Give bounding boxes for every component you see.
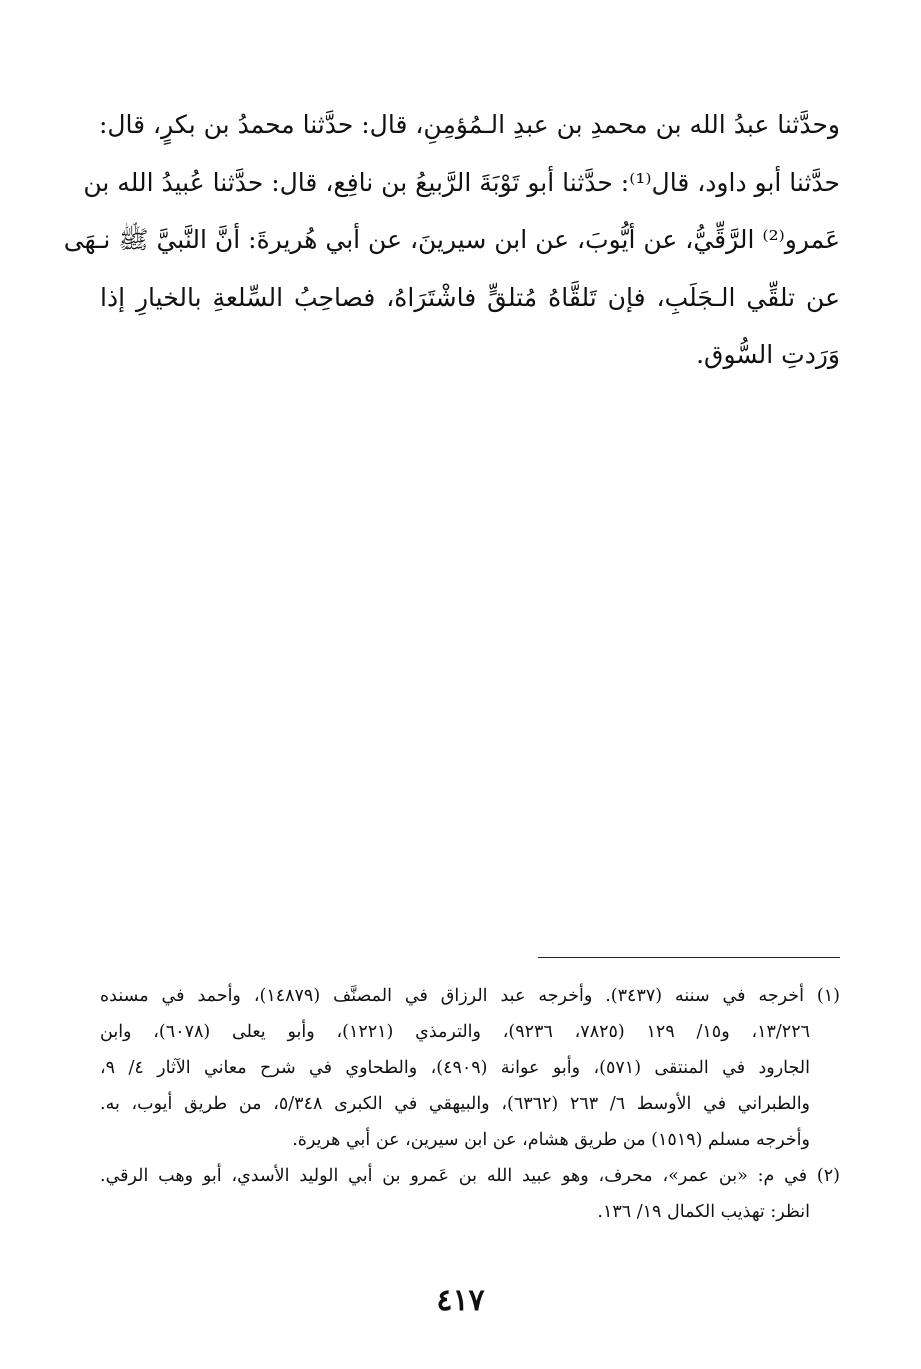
- footnote-line: ١٣/٢٢٦، و١٥/ ١٢٩ (٧٨٢٥، ٩٢٣٦)، والترمذي (١٢٢١)، وأبو يعلى (٦٠٧٨)، وابن: [100, 1022, 811, 1042]
- footnote-line: الجارود في المنتقى (٥٧١)، وأبو عوانة (٤٩٠٩)، والطحاوي في شرح معاني الآثار ٤/ ٩،: [100, 1058, 810, 1078]
- text-line: عن تلقِّي الـجَلَبِ، فإن تَلقَّاهُ مُتلقٍّ فاشْتَرَاهُ، فصاحِبُ السِّلعةِ بالخيارِ إذا: [100, 282, 840, 312]
- footnote-2: [100, 1158, 840, 1230]
- footnote-line: وأخرجه مسلم (١٥١٩) من طريق هشام، عن ابن سيرين، عن أبي هريرة.: [292, 1130, 810, 1150]
- footnote-line: والطبراني في الأوسط ٦/ ٢٦٣ (٦٣٦٢)، والبيهقي في الكبرى ٥/٣٤٨، من طريق أيوب، به.: [100, 1094, 811, 1114]
- footnote-line: (٢) في م: «بن عمر»، محرف، وهو عبيد الله بن عَمرو بن أبي الوليد الأسدي، أبو وهب الرقي.: [100, 1166, 840, 1186]
- footnote-line: (١) أخرجه في سننه (٣٤٣٧). وأخرجه عبد الرزاق في المصنَّف (١٤٨٧٩)، وأحمد في مسنده: [100, 986, 840, 1006]
- text-line: حدَّثنا أبو داود، قال⁽¹⁾: حدَّثنا أبو تَوْبَةَ الرَّبيعُ بن نافِع، قال: حدَّثنا عُبيدُ الله بن: [83, 167, 840, 197]
- text-line: عَمرو⁽²⁾ الرَّقِّيُّ، عن أيُّوبَ، عن ابن سيرينَ، عن أبي هُريرةَ: أنَّ النَّبيَّ ﷺ نـهَى: [63, 225, 840, 254]
- page-number: ٤١٧: [436, 1283, 485, 1318]
- footnote-divider: [538, 957, 840, 958]
- footnotes: [100, 978, 840, 1230]
- text-line: وحدَّثنا عبدُ الله بن محمدِ بن عبدِ الـمُؤمِنِ، قال: حدَّثنا محمدُ بن بكرٍ، قال:: [98, 110, 840, 139]
- hadith-text: [63, 96, 840, 384]
- footnote-line: انظر: تهذيب الكمال ١٩/ ١٣٦.: [597, 1202, 810, 1222]
- text-line: وَرَدتِ السُّوق.: [696, 340, 840, 369]
- footnote-1: [100, 978, 840, 1158]
